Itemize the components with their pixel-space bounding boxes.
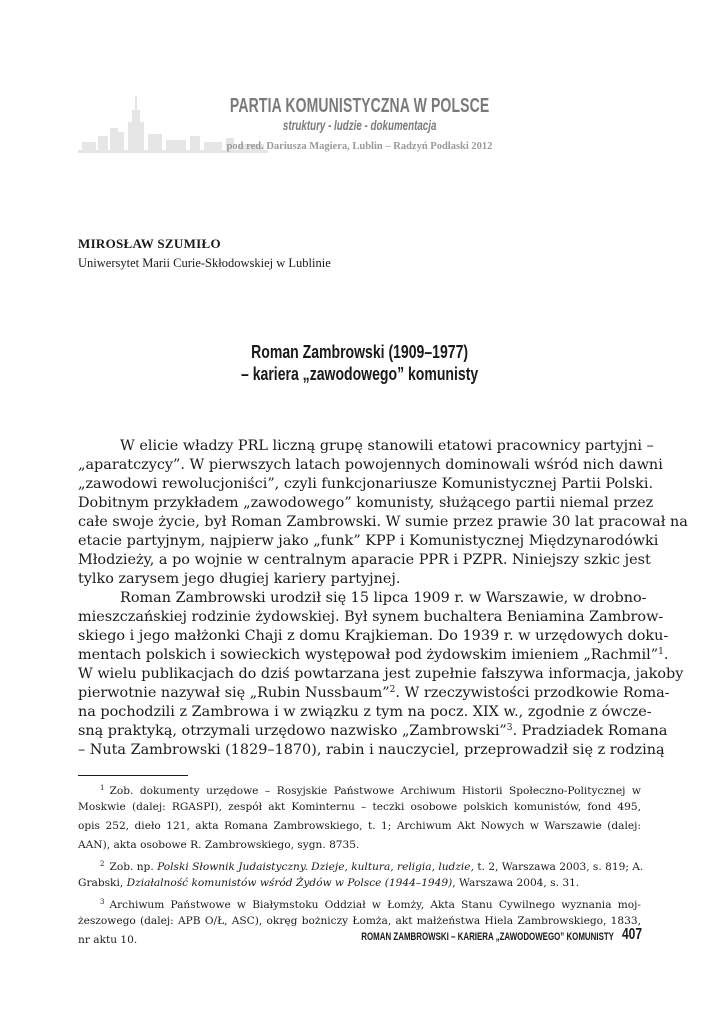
footnote-text: Zob. dokumenty urzędowe – Rosyjskie Państwowe Archiwum Historii Społeczno-Politycznej w	[109, 785, 641, 797]
body-line: etacie partyjnym, najpierw jako „funk” KPP i Komunistycznej Międzynarodówki	[78, 533, 659, 549]
body-line: W elicie władzy PRL liczną grupę stanowili etatowi pracownicy partyjni –	[120, 438, 654, 454]
footnote-ref-1[interactable]: 1	[658, 647, 664, 657]
footnote-1-line: opis 252, dieło 121, akta Romana Zambrowskiego, t. 1; Archiwum Akt Nowych w Warszawie (dalej:	[78, 820, 641, 832]
body-text-segment: mentach polskich i sowieckich występował pod żydowskim imieniem „Rachmil”	[78, 647, 659, 663]
article-title-line-1: Roman Zambrowski (1909–1977)	[251, 342, 469, 362]
cited-title: Polski Słownik Judaistyczny. Dzieje, kultura, religia, ludzie	[157, 861, 471, 873]
page-number: 407	[622, 926, 643, 943]
body-text-segment: . W rzeczywistości przodkowie Roma-	[395, 685, 670, 701]
series-subtitle: struktury - ludzie - dokumentacja	[282, 117, 437, 133]
author-name: MIROSŁAW SZUMIŁO	[78, 236, 221, 251]
footnote-3-line: nr aktu 10.	[78, 934, 138, 946]
body-line: tylko zarysem jego długiej kariery partyjnej.	[78, 571, 401, 587]
article-body	[78, 437, 688, 760]
body-line: na pochodzili z Zambrowa i w związku z tym na pocz. XIX w., zgodnie z ówcze-	[78, 704, 652, 720]
article-title-line-2: – kariera „zawodowego” komunisty	[241, 364, 479, 384]
body-line: „aparatczycy”. W pierwszych latach powojennych dominowali wśród nich dawni	[78, 457, 663, 473]
body-line: Roman Zambrowski urodził się 15 lipca 1909 r. w Warszawie, w drobno-	[120, 590, 647, 606]
body-text-segment: . Pradziadek Romana	[512, 723, 668, 739]
author-affiliation: Uniwersytet Marii Curie-Skłodowskiej w Lublinie	[78, 256, 331, 270]
footnote-text: , Warszawa 2004, s. 31.	[452, 877, 580, 889]
body-line: Młodzieży, a po wojnie w centralnym aparacie PPR i PZPR. Niniejszy szkic jest	[78, 552, 651, 568]
body-line	[78, 722, 668, 741]
editor-line: pod red. Dariusza Magiera, Lublin – Radzyń Podlaski 2012	[226, 141, 493, 152]
body-line: całe swoje życie, był Roman Zambrowski. W sumie przez prawie 30 lat pracował na	[78, 514, 688, 530]
body-line: mentach polskich i sowieckich występował pod żydowskim imieniem „Rachmil”$^1$.	[78, 647, 669, 663]
footnote-text: Zob. np.	[109, 861, 154, 873]
body-line: skiego i jego małżonki Chaji z domu Krajkieman. Do 1939 r. w urzędowych doku-	[78, 628, 669, 644]
footnote-3-line: żeszowego (dalej: APB O/Ł, ASC), okręg bożniczy Łomża, akt małżeństwa Hiela Zambrowskiego, 1833,	[78, 915, 641, 927]
footnote-1-line	[78, 780, 641, 799]
footnote-2-line	[78, 856, 644, 875]
cited-title: Działalność komunistów wśród Żydów w Polsce (1944–1949)	[126, 877, 453, 889]
body-line: W wielu publikacjach do dziś powtarzana jest zupełnie fałszywa informacja, jakoby	[78, 666, 684, 682]
footnote-ref-3[interactable]: 3	[506, 723, 513, 733]
footnote-text: Archiwum Państwowe w Białymstoku Oddział w Łomży, Akta Stanu Cywilnego wyznania moj-	[109, 899, 641, 911]
footnote-separator	[78, 775, 188, 776]
footnote-ref-2[interactable]: 2	[389, 685, 396, 695]
body-line: „zawodowi rewolucjoniści”, czyli funkcjonariusze Komunistycznej Partii Polski.	[78, 476, 654, 492]
running-title-text: ROMAN ZAMBROWSKI – KARIERA „ZAWODOWEGO” KOMUNISTY	[361, 931, 614, 943]
body-text-segment: pierwotnie nazywał się „Rubin Nussbaum”	[78, 685, 390, 701]
body-text-segment: sną praktyką, otrzymali urzędowo nazwisko „Zambrowski”	[78, 723, 507, 739]
footnote-1-line: AAN), akta osobowe R. Zambrowskiego, sygn. 8735.	[78, 839, 360, 851]
footnote-3-line	[78, 894, 641, 913]
footnote-text: Grabski,	[78, 877, 124, 889]
body-line: mieszczańskiej rodzinie żydowskiej. Był synem buchaltera Beniamina Zambrow-	[78, 609, 664, 625]
footnote-2-line	[78, 875, 641, 894]
footnote-number: 3	[100, 898, 105, 906]
series-title: PARTIA KOMUNISTYCZNA W POLSCE	[229, 95, 490, 117]
body-line	[78, 684, 670, 703]
footnote-1-line: Moskwie (dalej: RGASPI), zespół akt Kominternu – teczki osobowe polskich komunistów, fond 495,	[78, 801, 641, 813]
running-title	[0, 931, 614, 943]
body-line: Dobitnym przykładem „zawodowego” komunisty, służącego partii niemal przez	[78, 495, 654, 511]
body-line: – Nuta Zambrowski (1829–1870), rabin i nauczyciel, przeprowadził się z rodziną	[78, 742, 665, 758]
footnote-text: , t. 2, Warszawa 2003, s. 819; A.	[470, 861, 644, 873]
footnote-number: 1	[100, 784, 105, 792]
footnote-number: 2	[100, 860, 105, 868]
footnotes	[78, 780, 644, 951]
